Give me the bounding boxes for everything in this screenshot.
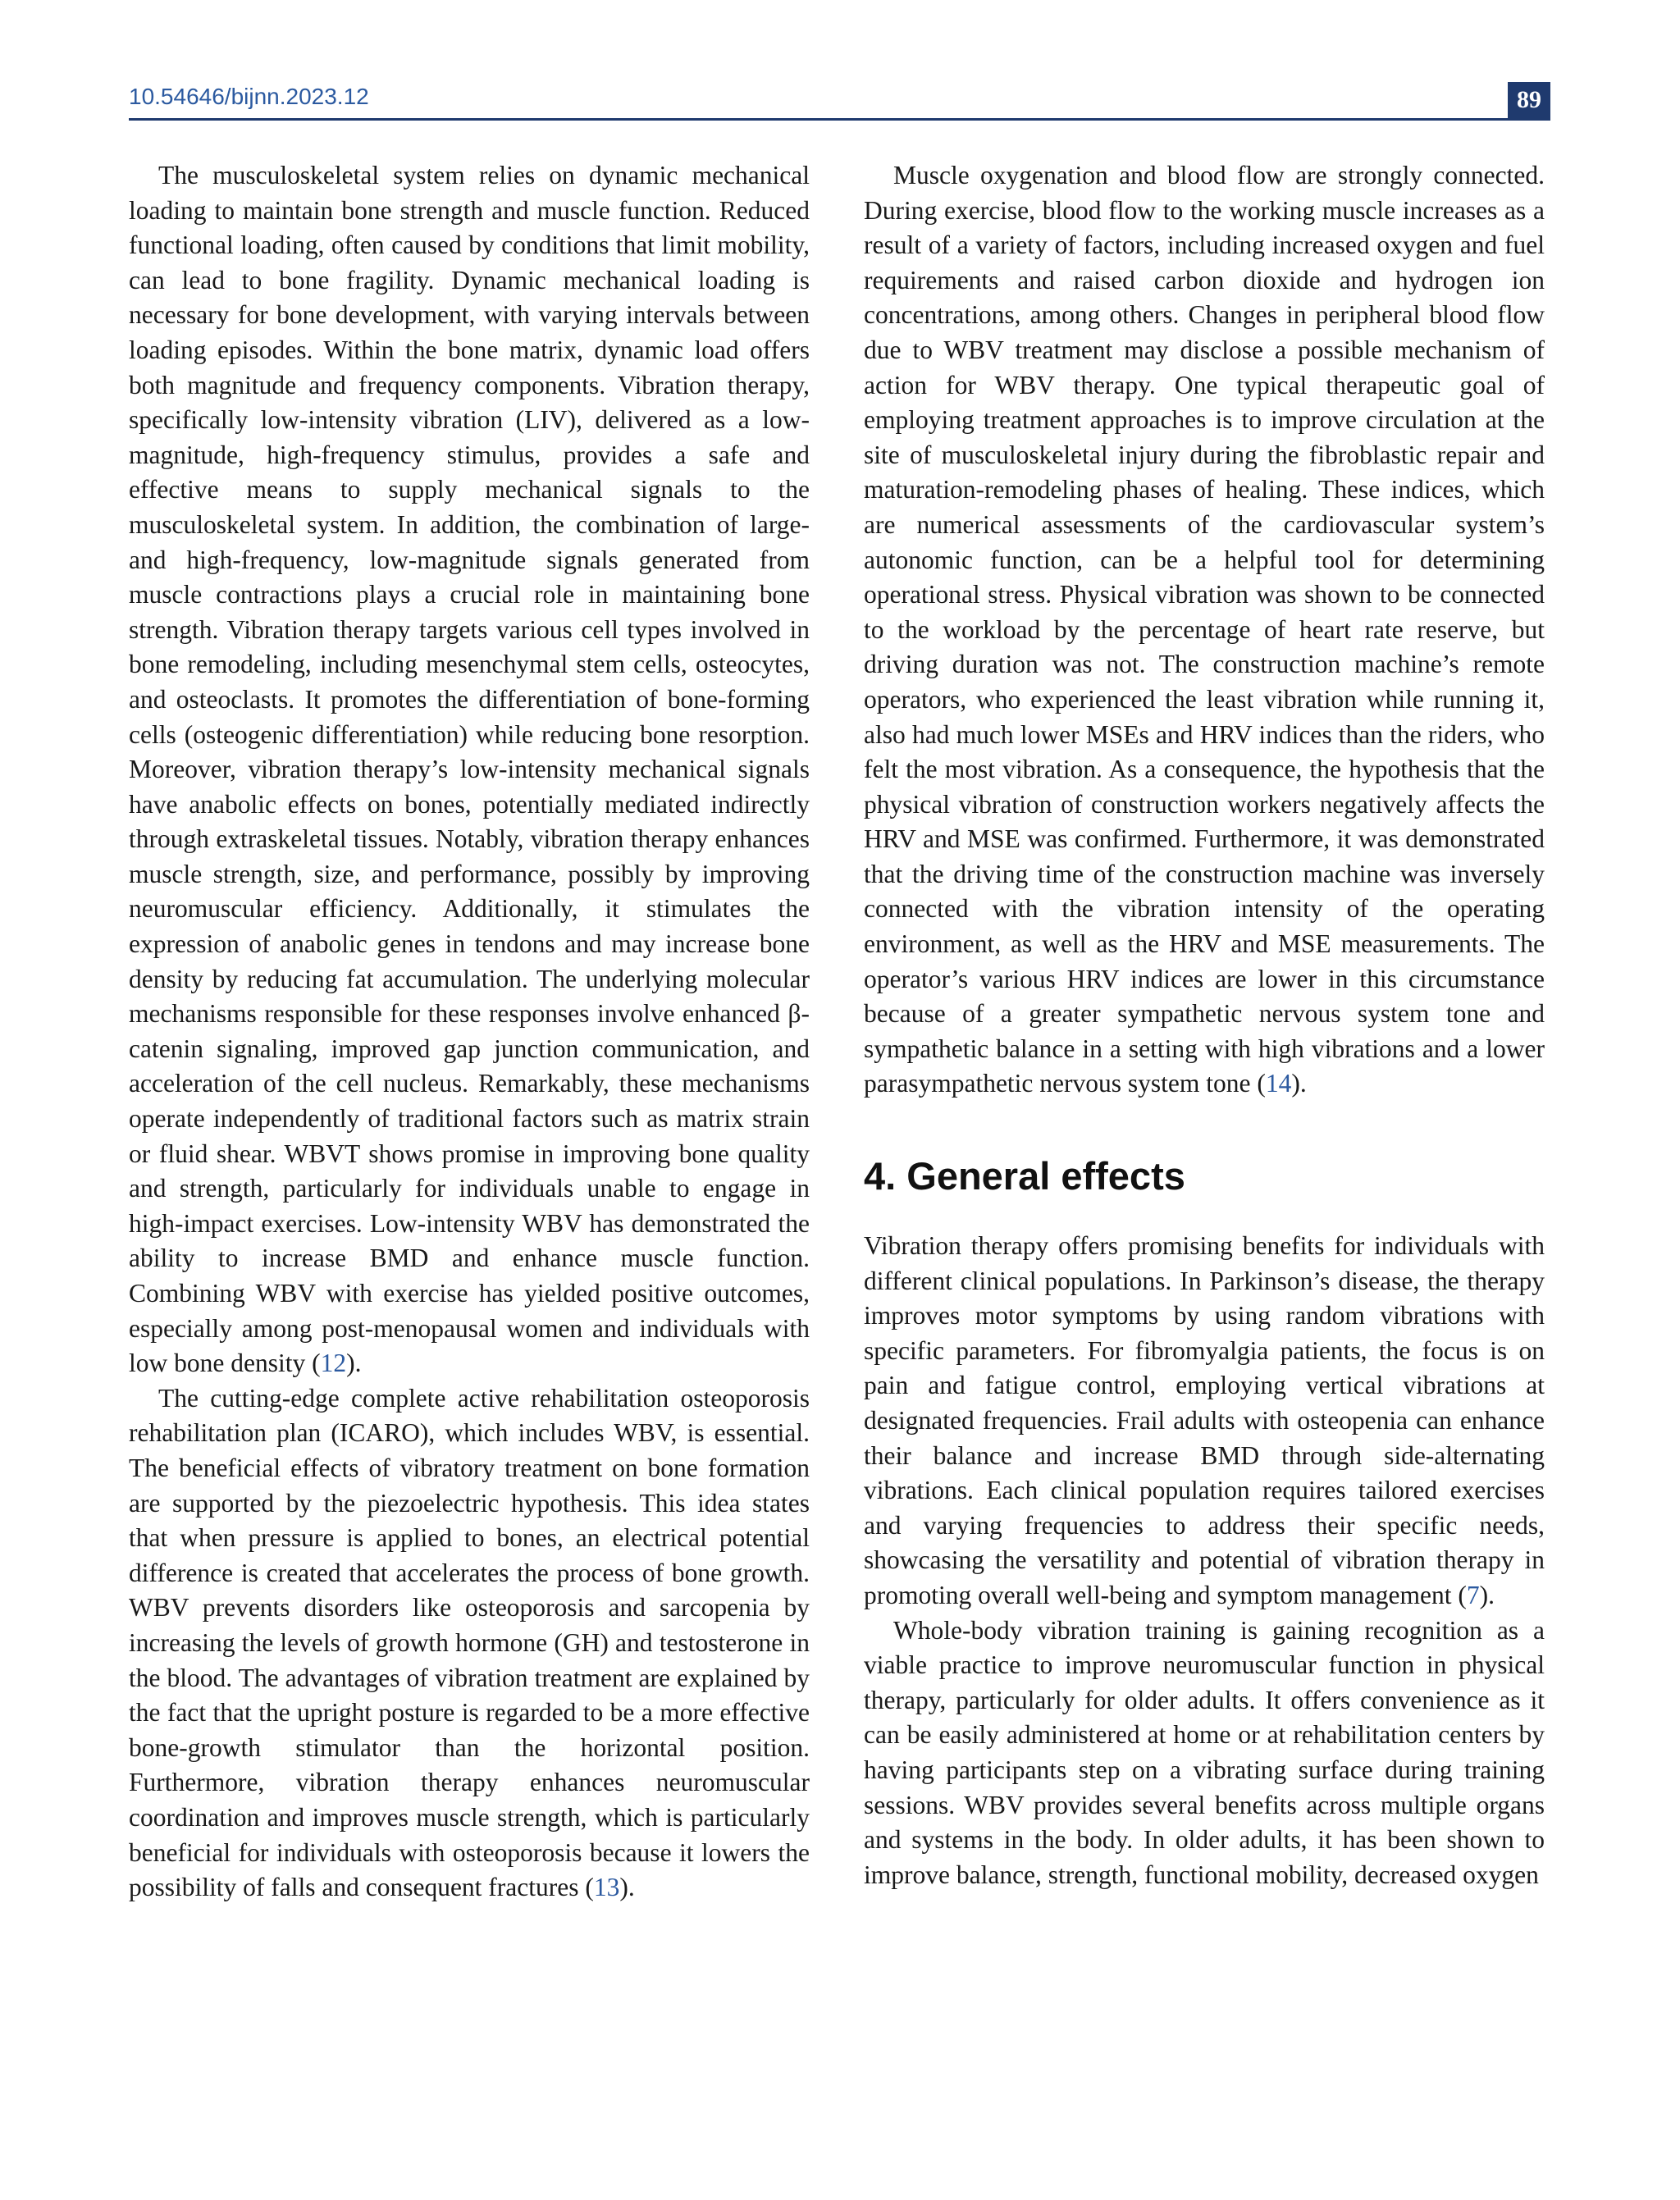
citation-link[interactable]: 12	[320, 1349, 347, 1378]
paragraph-icaro	[129, 1381, 810, 1906]
paragraph-tail: ).	[619, 1873, 635, 1902]
paragraph-bone-loading	[129, 158, 810, 1381]
page-number-badge: 89	[1508, 82, 1550, 118]
paragraph-tail: ).	[1291, 1069, 1307, 1098]
paragraph-wbv-training	[864, 1613, 1545, 1893]
paragraph-text: Vibration therapy offers promising benefits for individuals with different clinical populations. In Parkinson’s disease, the therapy improves motor symptoms by using random vibrations with specific parameters. For fibromyalgia patients, the focus is on pain and fatigue control, employing vertical vibrations at designated frequencies. Frail adults with osteopenia can enhance their balance and increase BMD through side-alternating vibrations. Each clinical population requires tailored exercises and varying frequencies to address their specific needs, showcasing the versatility and potential of vibration therapy in promoting overall well-being and symptom management (	[864, 1231, 1545, 1609]
left-column	[129, 158, 810, 1906]
doi-link[interactable]: 10.54646/bijnn.2023.12	[129, 84, 369, 109]
section-heading: 4. General effects	[864, 1154, 1185, 1198]
paragraph-blood-flow	[864, 158, 1545, 1102]
paragraph-tail: ).	[1479, 1580, 1495, 1609]
paragraph-clinical-populations	[864, 1229, 1545, 1613]
paragraph-text: Whole-body vibration training is gaining recognition as a viable practice to improve neuromuscular function in physical therapy, particularly for older adults. It offers convenience as it can be easily administered at home or at rehabilitation centers by having participants step on a vibrating surface during training sessions. WBV provides several benefits across multiple organs and systems in the body. In older adults, it has been shown to improve balance, strength, functional mobility, decreased oxygen	[864, 1615, 1545, 1889]
paragraph-text: The cutting-edge complete active rehabilitation osteoporosis rehabilitation plan (ICARO), which includes WBV, is essential. The beneficial effects of vibratory treatment on bone formation are supported by the piezoelectric hypothesis. This idea states that when pressure is applied to bones, an electrical potential difference is created that accelerates the process of bone growth. WBV prevents disorders like osteoporosis and sarcopenia by increasing the levels of growth hormone (GH) and testosterone in the blood. The advantages of vibration treatment are explained by the fact that the upright posture is regarded to be a more effective bone-growth stimulator than the horizontal position. Furthermore, vibration therapy enhances neuromuscular coordination and improves muscle strength, which is particularly beneficial for individuals with osteoporosis because it lowers the possibility of falls and consequent fractures (	[129, 1383, 810, 1902]
right-column	[864, 158, 1545, 1892]
citation-link[interactable]: 13	[593, 1873, 620, 1902]
paragraph-tail: ).	[346, 1349, 362, 1378]
paragraph-text: The musculoskeletal system relies on dynamic mechanical loading to maintain bone strength and muscle function. Reduced functional loading, often caused by conditions that limit mobility, can lead to bone fragility. Dynamic mechanical loading is necessary for bone development, with varying intervals between loading episodes. Within the bone matrix, dynamic load offers both magnitude and frequency components. Vibration therapy, specifically low-intensity vibration (LIV), delivered as a low-magnitude, high-frequency stimulus, provides a safe and effective means to supply mechanical signals to the musculoskeletal system. In addition, the combination of large- and high-frequency, low-magnitude signals generated from muscle contractions plays a crucial role in maintaining bone strength. Vibration therapy targets various cell types involved in bone remodeling, including mesenchymal stem cells, osteocytes, and osteoclasts. It promotes the differentiation of bone-forming cells (osteogenic differentiation) while reducing bone resorption. Moreover, vibration therapy’s low-intensity mechanical signals have anabolic effects on bones, potentially mediated indirectly through extraskeletal tissues. Notably, vibration therapy enhances muscle strength, size, and performance, possibly by improving neuromuscular efficiency. Additionally, it stimulates the expression of anabolic genes in tendons and may increase bone density by reducing fat accumulation. The underlying molecular mechanisms responsible for these responses involve enhanced β-catenin signaling, improved gap junction communication, and acceleration of the cell nucleus. Remarkably, these mechanisms operate independently of traditional factors such as matrix strain or fluid shear. WBVT shows promise in improving bone quality and strength, particularly for individuals unable to engage in high-impact exercises. Low-intensity WBV has demonstrated the ability to increase BMD and enhance muscle function. Combining WBV with exercise has yielded positive outcomes, especially among post-menopausal women and individuals with low bone density (	[129, 161, 810, 1378]
paragraph-text: Muscle oxygenation and blood flow are strongly connected. During exercise, blood flow to the working muscle increases as a result of a variety of factors, including increased oxygen and fuel requirements and raised carbon dioxide and hydrogen ion concentrations, among others. Changes in peripheral blood flow due to WBV treatment may disclose a possible mechanism of action for WBV therapy. One typical therapeutic goal of employing treatment approaches is to improve circulation at the site of musculoskeletal injury during the fibroblastic repair and maturation-remodeling phases of healing. These indices, which are numerical assessments of the cardiovascular system’s autonomic function, can be a helpful tool for determining operational stress. Physical vibration was shown to be connected to the workload by the percentage of heart rate reserve, but driving duration was not. The construction machine’s remote operators, who experienced the least vibration while running it, also had much lower MSEs and HRV indices than the riders, who felt the most vibration. As a consequence, the hypothesis that the physical vibration of construction workers negatively affects the HRV and MSE was confirmed. Furthermore, it was demonstrated that the driving time of the construction machine was inversely connected with the vibration intensity of the operating environment, as well as the HRV and MSE measurements. The operator’s various HRV indices are lower in this circumstance because of a greater sympathetic nervous system tone and sympathetic balance in a setting with high vibrations and a lower parasympathetic nervous system tone (	[864, 161, 1545, 1098]
page-header	[129, 82, 1550, 121]
citation-link[interactable]: 14	[1265, 1069, 1292, 1098]
citation-link[interactable]: 7	[1466, 1580, 1480, 1609]
